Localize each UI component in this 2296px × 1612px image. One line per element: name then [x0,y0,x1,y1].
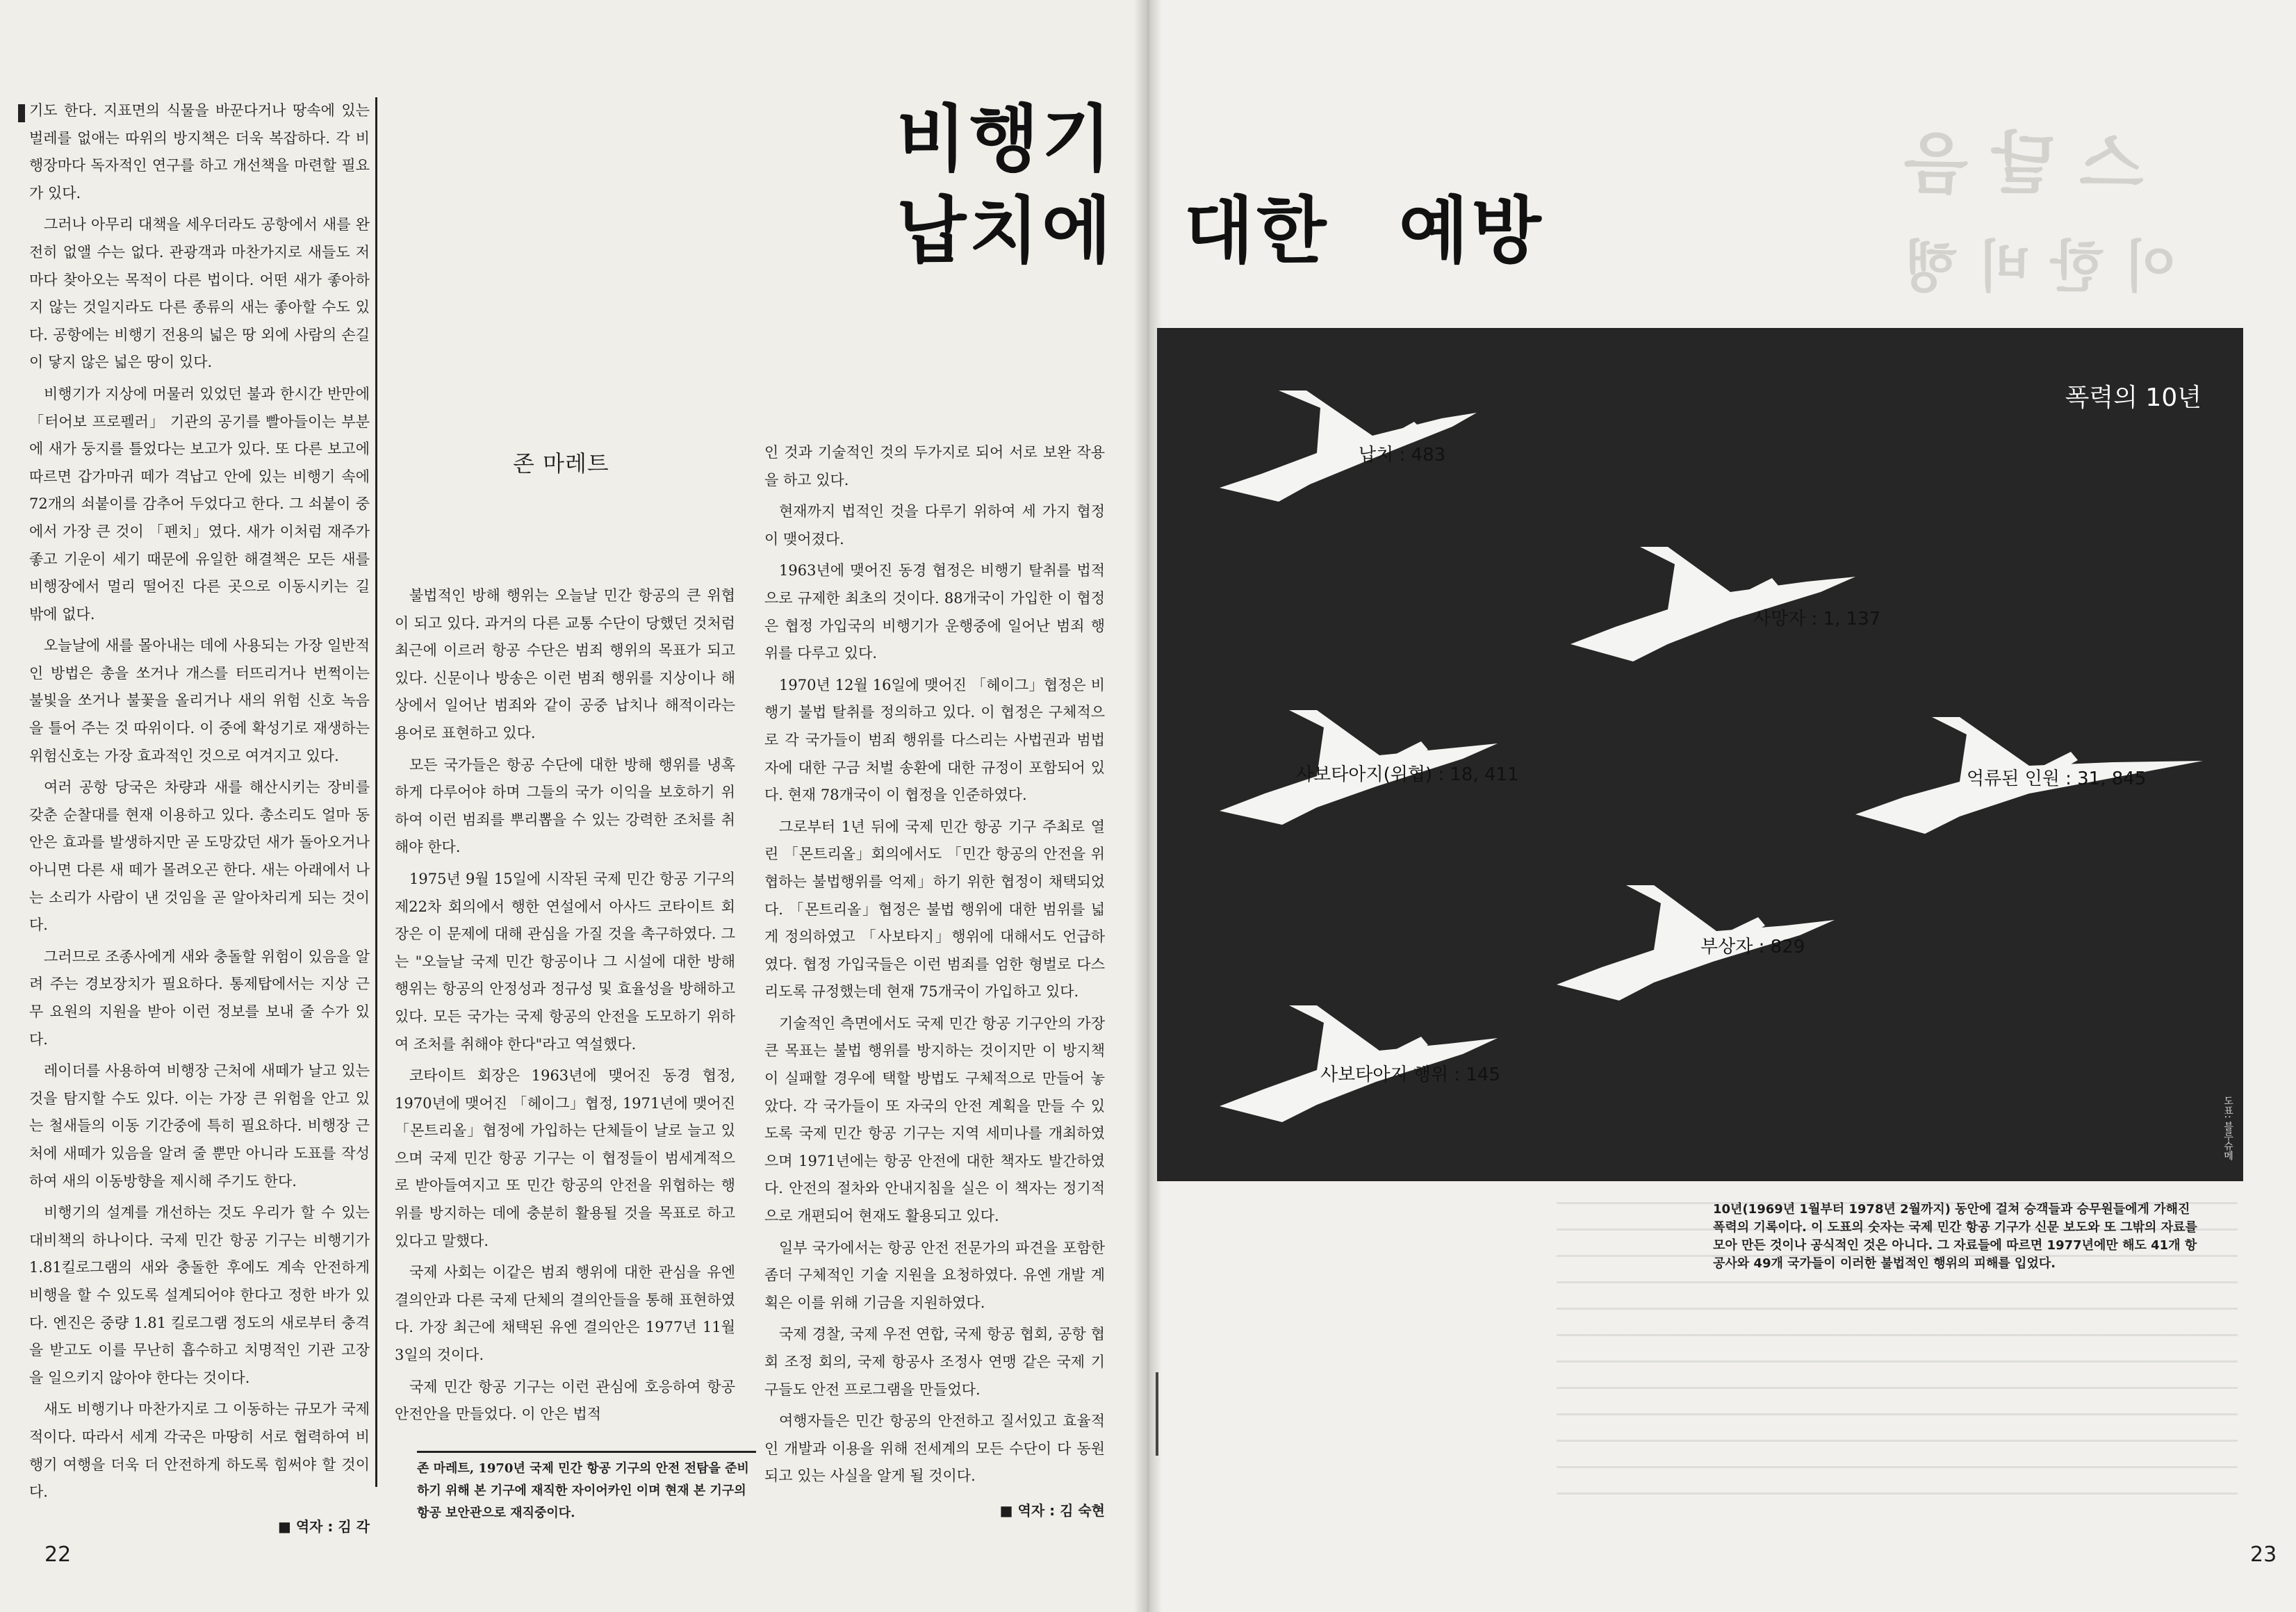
column-2 [395,582,735,1433]
paragraph: 코타이트 회장은 1963년에 맺어진 동경 협정, 1970년에 맺어진 「헤이그」협정, 1971년에 맺어진 「몬트리올」협정에 가입하는 단체들이 날로 늘고 있으며 국제 민간 항공 기구는 이 협정들이 범세계적으로 받아들여지고 또 민간 항공의 안전을 위협하는 행위를 방지하는 데에 충분히 활용될 것을 목표로 하고 있다고 말했다. [395,1067,735,1249]
paragraph: 국제 민간 항공 기구는 이런 관심에 호응하여 항공 안전안을 만들었다. 이 안은 법적 [395,1378,735,1423]
author-note: 존 마레트, 1970년 국제 민간 항공 기구의 안전 전탐을 준비하기 위해 본 기구에 재직한 자이어카인 이며 현재 본 기구의 항공 보안관으로 재직중이다. [417,1461,749,1520]
paragraph: 그러나 아무리 대책을 세우더라도 공항에서 새를 완전히 없앨 수는 없다. 관광객과 마찬가지로 새들도 저마다 찾아오는 목적이 다른 법이다. 어떤 새가 좋아하지 않는 것일지라도 다른 종류의 새는 좋아할 수도 있다. 공항에는 비행기 전용의 넓은 땅 외에 사람의 손길이 닿지 않은 넓은 땅이 있다. [29,216,370,371]
figure-label-sabotage-act: 사보타아지 행위 : 145 [1320,1064,1500,1085]
figure-credit: 도표: 블루슈메 [2222,1095,2233,1160]
paragraph: 1970년 12월 16일에 맺어진 「헤이그」협정은 비행기 불법 탈취를 정의하고 있다. 이 협정은 구체적으로 각 국가들이 범죄 행위를 다스리는 사법권과 범법자에 대한 구금 처벌 송환에 대한 규정이 포함되어 있다. 현재 78개국이 이 협정을 인준하였다. [764,676,1105,804]
figure-caption: 10년(1969년 1월부터 1978년 2월까지) 동안에 걸쳐 승객들과 승무원들에게 가해진 폭력의 기록이다. 이 도표의 숫자는 국제 민간 항공 기구가 신문 보도와 또 그밖의 자료를 모아 만든 것이나 공식적인 것은 아니다. 그 자료들에 따르면 1977년에만 해도 41개 항공사와 49개 국가들이 이러한 불법적인 행위의 피해를 입었다. [1713,1202,2197,1271]
paragraph: 비행기가 지상에 머물러 있었던 불과 한시간 반만에 「터어보 프로펠러」 기관의 공기를 빨아들이는 부분에 새가 둥지를 틀었다는 보고가 있다. 또 다른 보고에 따르면 갑가마귀 떼가 격납고 안에 있는 비행기 속에 72개의 쇠붙이를 감추어 두었다고 한다. 그 쇠붙이 중에서 가장 큰 것이 「펜치」였다. 새가 이처럼 재주가 좋고 기운이 세기 때문에 유일한 해결책은 모든 새를 비행장에서 멀리 떨어진 다른 곳으로 이동시키는 길 밖에 없다. [29,385,370,623]
article-title-line-1: 비행기 [896,97,1115,181]
figure-label-hijacking: 납치 : 483 [1359,445,1446,466]
paragraph: 1975년 9월 15일에 시작된 국제 민간 항공 기구의 제22차 회의에서 행한 연설에서 아사드 코타이트 회장은 이 문제에 대해 관심을 가질 것을 촉구하였다. 그는 "오늘날 국제 민간 항공이나 그 시설에 대한 방해 행위는 항공의 안정성과 정규성 및 효율성을 방해하고 있다. 모든 국가는 국제 항공의 안전을 도모하기 위하여 조처를 취해야 한다"라고 역설했다. [395,870,735,1053]
column-1 [29,97,370,1540]
plane-deaths-icon [1564,523,1862,668]
bleed-through-text: 이 한 비 행 [1904,235,2177,299]
figure-label-sabotage-threat: 사보타아지(위협) : 18, 411 [1296,764,1519,785]
page-number-left: 22 [44,1543,72,1567]
figure-label-detained: 억류된 인원 : 31, 845 [1967,768,2147,789]
paragraph: 여러 공항 당국은 차량과 새를 해산시키는 장비를 갖춘 순찰대를 현재 이용하고 있다. 총소리도 얼마 동안은 효과를 발생하지만 곧 도망갔던 새가 돌아오거나 아니면 다른 새 떼가 몰려오곤 한다. 새는 아래에서 나는 소리가 사람이 낸 것임을 곧 알아차리게 되는 것이다. [29,779,370,934]
plane-sabotage-threat-icon [1213,689,1504,828]
bleed-through-text: 스 달 음 [1904,125,2145,203]
column-rule [1156,1372,1158,1456]
figure-title: 폭력의 10년 [2065,384,2201,412]
paragraph: 기술적인 측면에서도 국제 민간 항공 기구안의 가장 큰 목표는 불법 행위를 방지하는 것이지만 이 방지책이 실패할 경우에 택할 방법도 구체적으로 만들어 놓았다. 각 국가들이 또 자국의 안전 계획을 만들 수 있도록 국제 민간 항공 기구는 지역 세미나를 개최하였으며 1971년에는 항공 안전에 대한 책자도 발간하였다. 안전의 절차와 안내지침을 실은 이 책자는 정기적으로 개편되어 현재도 활용되고 있다. [764,1014,1105,1225]
column-rule [375,97,377,1487]
paragraph: 레이더를 사용하여 비행장 근처에 새떼가 날고 있는 것을 탐지할 수도 있다. 이는 가장 큰 위험을 안고 있는 철새들의 이동 기간중에 특히 필요하다. 비행장 근처에 새떼가 있음을 알려 줄 뿐만 아니라 도표를 작성하여 새의 이동방향을 제시해 주기도 한다. [29,1062,370,1190]
paragraph: 오늘날에 새를 몰아내는 데에 사용되는 가장 일반적인 방법은 총을 쏘거나 개스를 터뜨리거나 번쩍이는 불빛을 쏘거나 불꽃을 올리거나 새의 위험 신호 녹음을 틀어 주는 것 따위이다. 이 중에 확성기로 재생하는 위험신호는 가장 효과적인 것으로 여겨지고 있다. [29,637,370,764]
paragraph: 1963년에 맺어진 동경 협정은 비행기 탈취를 법적으로 규제한 최초의 것이다. 88개국이 가입한 이 협정은 협정 가입국의 비행기가 운행중에 일어난 범죄 행위를 다루고 있다. [764,562,1105,662]
paragraph: 국제 경찰, 국제 우전 연합, 국제 항공 협회, 공항 협회 조정 회의, 국제 항공사 조정사 연맹 같은 국제 기구들도 안전 프로그램을 만들었다. [764,1326,1105,1398]
author-name: 존 마레트 [513,450,609,477]
article-title-line-2: 납치에 대한 예방 [896,188,1544,273]
column-marker [18,104,25,122]
paragraph: 국제 사회는 이같은 범죄 행위에 대한 관심을 유엔 결의안과 다른 국제 단체의 결의안들을 통해 표현하였다. 가장 최근에 채택된 유엔 결의안은 1977년 11월 3일의 것이다. [395,1264,735,1364]
violence-figure [1157,328,2243,1181]
paragraph: 비행기의 설계를 개선하는 것도 우리가 할 수 있는 대비책의 하나이다. 국제 민간 항공 기구는 비행기가 1.81킬로그램의 새와 충돌한 후에도 계속 안전하게 비행을 할 수 있도록 설계되어야 한다고 정한 바가 있다. 엔진은 중량 1.81 킬로그램 정도의 새로부터 충격을 받고도 이를 무난히 흡수하고 치명적인 기관 고장을 일으키지 않아야 한다는 것이다. [29,1204,370,1386]
paragraph: 모든 국가들은 항공 수단에 대한 방해 행위를 냉혹하게 다루어야 하며 그들의 국가 이익을 보호하기 위하여 이런 범죄를 뿌리뽑을 수 있는 강력한 조처를 취해야 한다. [395,756,735,856]
paragraph: 새도 비행기나 마찬가지로 그 이동하는 규모가 국제적이다. 따라서 세계 각국은 마땅히 서로 협력하여 비행기 여행을 더욱 더 안전하게 하도록 힘써야 할 것이다. [29,1401,370,1501]
paragraph: 일부 국가에서는 항공 안전 전문가의 파견을 포함한 좀더 구체적인 기술 지원을 요청하였다. 유엔 개발 계획은 이를 위해 기금을 지원하였다. [764,1239,1105,1311]
paragraph: 여행자들은 민간 항공의 안전하고 질서있고 효율적인 개발과 이용을 위해 전세계의 모든 수단이 다 동원되고 있는 사실을 알게 될 것이다. [764,1413,1105,1485]
paragraph: 기도 한다. 지표면의 식물을 바꾼다거나 땅속에 있는 벌레를 없애는 따위의 방지책은 더욱 복잡하다. 각 비행장마다 독자적인 연구를 하고 개선책을 마련할 필요가 있다. [29,102,370,202]
paragraph: 그로부터 1년 뒤에 국제 민간 항공 기구 주최로 열린 「몬트리올」회의에서도 「민간 항공의 안전을 위협하는 불법행위를 억제」하기 위한 협정이 채택되었다. 「몬트리올」협정은 불법 행위에 대한 범위를 넓게 정의하였고 「사보타지」행위에 대해서도 언급하였다. 협정 가입국들은 이런 범죄를 엄한 형벌로 다스리도록 규정했는데 현재 75개국이 가입하고 있다. [764,818,1105,1001]
author-note-rule [417,1451,756,1453]
plane-hijacking-icon [1213,370,1491,509]
figure-label-injured: 부상자 : 829 [1700,937,1805,957]
translator-credit: ■ 역자 : 김 각 [277,1518,370,1535]
paragraph: 불법적인 방해 행위는 오늘날 민간 항공의 큰 위협이 되고 있다. 과거의 다른 교통 수단이 당했던 것처럼 최근에 이르러 항공 수단은 범죄 행위의 목표가 되고 있다. 신문이나 방송은 이런 범죄 행위를 지상이나 해상에서 일어난 범죄와 같이 공중 납치나 해적이라는 용어로 표현하고 있다. [395,587,735,741]
column-3 [764,439,1105,1525]
plane-sabotage-act-icon [1213,981,1504,1127]
page-number-right: 23 [2250,1543,2277,1567]
translator-credit: ■ 역자 : 김 숙현 [999,1502,1105,1519]
paragraph: 현재까지 법적인 것을 다루기 위하여 세 가지 협정이 맺어졌다. [764,503,1105,548]
paragraph: 인 것과 기술적인 것의 두가지로 되어 서로 보완 작용을 하고 있다. [764,444,1105,488]
figure-label-deaths: 사망자 : 1, 137 [1753,609,1881,630]
paragraph: 그러므로 조종사에게 새와 충돌할 위험이 있음을 알려 주는 경보장치가 필요하다. 통제탑에서는 지상 근무 요원의 지원을 받아 이런 정보를 보내 줄 수가 있다. [29,948,370,1048]
